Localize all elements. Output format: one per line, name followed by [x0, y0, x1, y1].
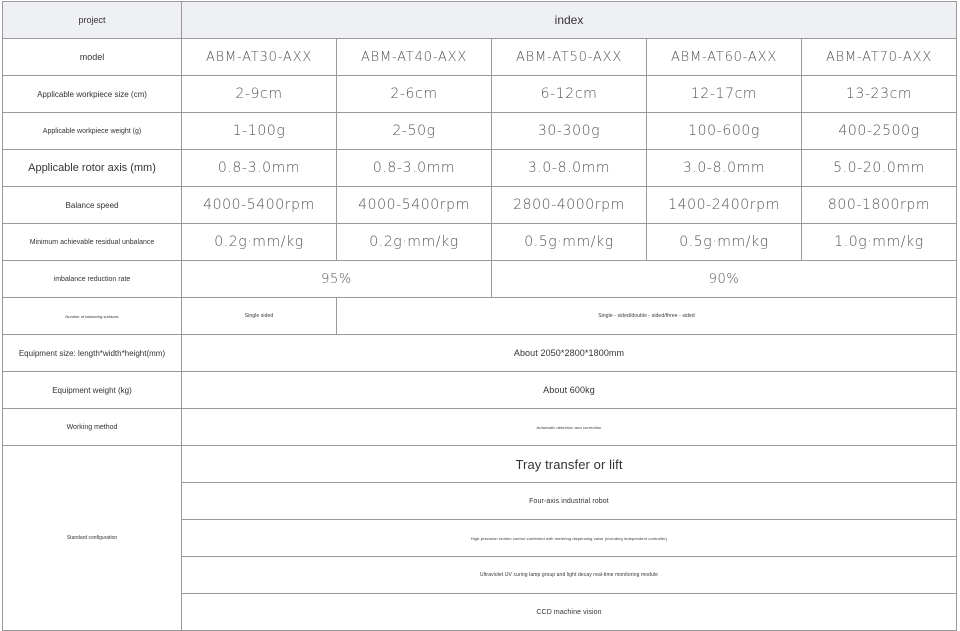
value-cell: 90% [492, 261, 957, 298]
row-label: Applicable workpiece size (cm) [3, 76, 182, 113]
row-weight [3, 113, 957, 150]
row-label: Equipment weight (kg) [3, 372, 182, 409]
row-method [3, 409, 957, 446]
value-cell: 3.0-8.0mm [492, 150, 647, 187]
row-rotor [3, 150, 957, 187]
row-size [3, 76, 957, 113]
value-cell: 2-9cm [182, 76, 337, 113]
row-label: Applicable rotor axis (mm) [3, 150, 182, 187]
value-cell: 2800-4000rpm [492, 187, 647, 224]
value-cell: 0.5g·mm/kg [647, 224, 802, 261]
row-label: Number of balancing surfaces [3, 298, 182, 335]
value-cell: 0.5g·mm/kg [492, 224, 647, 261]
value-cell: 100-600g [647, 113, 802, 150]
model-cell: ABM-AT40-AXX [337, 39, 492, 76]
value-cell: 4000-5400rpm [182, 187, 337, 224]
header-index: index [182, 2, 957, 39]
model-cell: ABM-AT50-AXX [492, 39, 647, 76]
row-label: model [3, 39, 182, 76]
row-equip-weight [3, 372, 957, 409]
header-row [3, 2, 957, 39]
row-label: Working method [3, 409, 182, 446]
value-cell: Automatic detection and correction [182, 409, 957, 446]
header-project: project [3, 2, 182, 39]
row-reduction [3, 261, 957, 298]
value-cell: 4000-5400rpm [337, 187, 492, 224]
value-cell: 30-300g [492, 113, 647, 150]
value-cell: About 600kg [182, 372, 957, 409]
row-residual [3, 224, 957, 261]
config-item: High-precision motion control combined with metering dispensing valve (including independent controller) [182, 520, 957, 557]
value-cell: 6-12cm [492, 76, 647, 113]
value-cell: 13-23cm [802, 76, 957, 113]
row-label: imbalance reduction rate [3, 261, 182, 298]
value-cell: 1.0g·mm/kg [802, 224, 957, 261]
config-item: Ultraviolet UV curing lamp group and light decay real-time monitoring module [182, 557, 957, 594]
row-label: Equipment size: length*width*height(mm) [3, 335, 182, 372]
value-cell: 12-17cm [647, 76, 802, 113]
row-surfaces [3, 298, 957, 335]
value-cell: 0.2g·mm/kg [182, 224, 337, 261]
config-item: Four-axis industrial robot [182, 483, 957, 520]
value-cell: 1400-2400rpm [647, 187, 802, 224]
value-cell: 1-100g [182, 113, 337, 150]
model-cell: ABM-AT30-AXX [182, 39, 337, 76]
row-label: Applicable workpiece weight (g) [3, 113, 182, 150]
value-cell: Single sided [182, 298, 337, 335]
row-speed [3, 187, 957, 224]
value-cell: 2-6cm [337, 76, 492, 113]
value-cell: 5.0-20.0mm [802, 150, 957, 187]
value-cell: 3.0-8.0mm [647, 150, 802, 187]
config-item: CCD machine vision [182, 594, 957, 631]
row-label: Standard configuration [3, 446, 182, 631]
value-cell: 0.8-3.0mm [337, 150, 492, 187]
model-cell: ABM-AT60-AXX [647, 39, 802, 76]
value-cell: 2-50g [337, 113, 492, 150]
value-cell: 400-2500g [802, 113, 957, 150]
row-equip-size [3, 335, 957, 372]
value-cell: Single - sided/double - sided/three - sided [337, 298, 957, 335]
value-cell: 0.8-3.0mm [182, 150, 337, 187]
value-cell: About 2050*2800*1800mm [182, 335, 957, 372]
row-label: Balance speed [3, 187, 182, 224]
config-item: Tray transfer or lift [182, 446, 957, 483]
row-model [3, 39, 957, 76]
row-config [3, 446, 957, 483]
value-cell: 800-1800rpm [802, 187, 957, 224]
model-cell: ABM-AT70-AXX [802, 39, 957, 76]
value-cell: 0.2g·mm/kg [337, 224, 492, 261]
row-label: Minimum achievable residual unbalance [3, 224, 182, 261]
spec-table [2, 1, 957, 631]
value-cell: 95% [182, 261, 492, 298]
